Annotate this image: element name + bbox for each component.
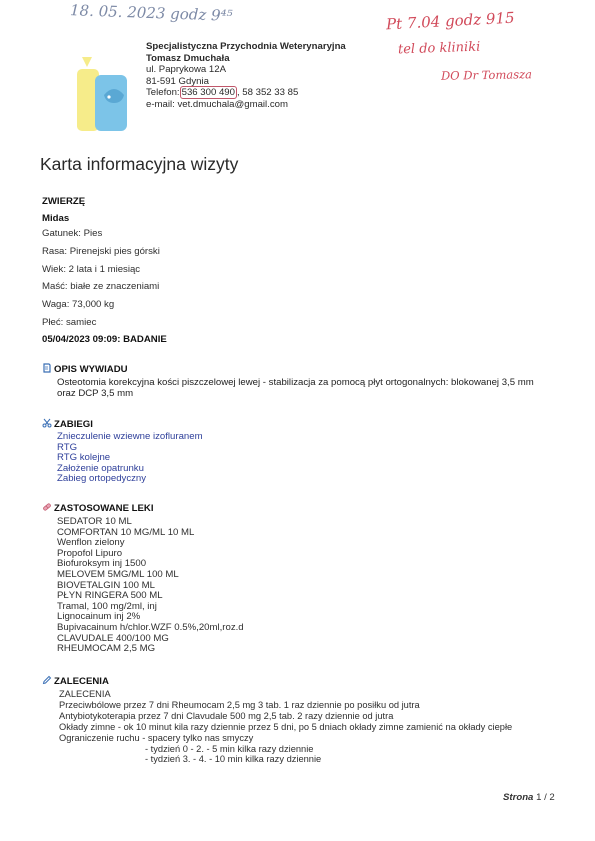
drug-item: Lignocainum inj 2% xyxy=(57,611,141,623)
pencil-icon xyxy=(42,675,52,685)
clinic-email: e-mail: vet.dmuchala@gmail.com xyxy=(146,98,288,110)
drug-item: Tramal, 100 mg/2ml, inj xyxy=(57,600,157,612)
phone-primary: 536 300 490 xyxy=(181,87,235,99)
procedures-heading-row xyxy=(42,418,93,430)
clinic-doctor: Tomasz Dmuchała xyxy=(146,52,230,64)
procedure-item: Założenie opatrunku xyxy=(57,462,144,474)
drugs-heading: ZASTOSOWANE LEKI xyxy=(54,503,154,514)
animal-heading: ZWIERZĘ xyxy=(42,196,86,207)
history-heading: OPIS WYWIADU xyxy=(54,364,128,375)
clinic-logo xyxy=(76,55,129,133)
animal-color: Maść: białe ze znaczeniami xyxy=(42,281,160,293)
drugs-heading-row xyxy=(42,502,154,514)
procedure-item: RTG kolejne xyxy=(57,452,111,464)
clinic-name: Specjalistyczna Przychodnia Weterynaryjna xyxy=(146,41,346,52)
page-number xyxy=(503,792,555,803)
drug-item: Wenflon zielony xyxy=(57,537,125,549)
clinic-logo-dog-eye xyxy=(107,95,110,98)
drug-item: SEDATOR 10 ML xyxy=(57,516,132,527)
handwritten-note-line-3: DO Dr Tomasza xyxy=(440,67,533,83)
clinic-city: 81-591 Gdynia xyxy=(146,75,209,87)
drug-item: PŁYN RINGERA 500 ML xyxy=(57,590,163,602)
animal-name: Midas xyxy=(42,213,70,224)
drug-item: Biofuroksym inj 1500 xyxy=(57,558,147,570)
page-current: 1 xyxy=(536,792,542,803)
clinic-phone xyxy=(146,87,346,99)
recommendation-indented-line: - tydzień 0 - 2. - 5 min kilka razy dziennie xyxy=(145,743,314,754)
recommendation-line: Okłady zimne - ok 10 minut kila razy dziennie przez 5 dni, po 5 dniach okłady zimne zamienić na okłady ciepłe xyxy=(59,721,513,732)
drugs-list xyxy=(57,517,244,655)
drug-item: RHEUMOCAM 2,5 MG xyxy=(57,643,156,655)
drug-item: Propofol Lipuro xyxy=(57,547,123,559)
procedures-heading: ZABIEGI xyxy=(54,419,93,430)
page-title: Karta informacyjna wizyty xyxy=(40,154,239,174)
handwritten-note-line-1: Pt 7.04 godz 915 xyxy=(385,8,515,34)
clinic-header xyxy=(146,41,346,111)
history-text xyxy=(57,378,534,399)
clinic-logo-cat-ear xyxy=(82,57,92,67)
interview-icon xyxy=(42,363,52,373)
animal-breed: Rasa: Pirenejski pies górski xyxy=(42,245,160,257)
phone-secondary: , 58 352 33 85 xyxy=(236,87,299,99)
clinic-logo-blue-block xyxy=(95,75,127,131)
drug-item: BIOVETALGIN 100 ML xyxy=(57,579,155,591)
drug-item: MELOVEM 5MG/ML 100 ML xyxy=(57,568,179,580)
animal-species: Gatunek: Pies xyxy=(42,228,103,239)
drug-item: CLAVUDALE 400/100 MG xyxy=(57,632,169,644)
page-total: / 2 xyxy=(544,792,555,803)
page-label: Strona xyxy=(503,792,534,803)
recommendations-body xyxy=(59,689,512,765)
recommendation-line: Ograniczenie ruchu - spacery tylko nas smyczy xyxy=(59,732,254,743)
drug-item: Bupivacainum h/chlor.WZF 0.5%,20ml,roz.d xyxy=(57,621,244,633)
history-heading-row xyxy=(42,363,128,375)
animal-weight: Waga: 73,000 kg xyxy=(42,299,115,311)
animal-sex: Płeć: samiec xyxy=(42,316,97,328)
scissors-icon xyxy=(42,418,52,428)
recommendations-subheading: ZALECENIA xyxy=(59,689,111,699)
handwritten-date-note: 18. 05. 2023 godz 9⁴⁵ xyxy=(69,1,233,25)
recommendation-indented-line: - tydzień 3. - 4. - 10 min kilka razy dziennie xyxy=(145,754,322,765)
drug-item: COMFORTAN 10 MG/ML 10 ML xyxy=(57,526,195,538)
procedures-list xyxy=(57,432,203,485)
recommendations-heading: ZALECENIA xyxy=(54,676,109,687)
clinic-street: ul. Paprykowa 12A xyxy=(146,64,226,76)
pill-icon xyxy=(42,502,52,512)
history-line-1: Osteotomia korekcyjna kości piszczelowej lewej - stabilizacja za pomocą płyt ortogonalnych: blokowanej 3,5 mm xyxy=(57,377,534,388)
handwritten-note-line-2: tel do kliniki xyxy=(397,39,481,58)
procedure-item: Zabieg ortopedyczny xyxy=(57,473,147,485)
animal-details xyxy=(42,225,160,332)
recommendation-line: Antybiotykoterapia przez 7 dni Clavudale 500 mg 2,5 tab. 2 razy dziennie od jutra xyxy=(59,710,394,721)
visit-header: 05/04/2023 09:09: BADANIE xyxy=(42,334,167,345)
animal-age: Wiek: 2 lata i 1 miesiąc xyxy=(42,263,141,275)
procedure-item: RTG xyxy=(57,441,78,453)
recommendations-heading-row xyxy=(42,675,109,687)
procedure-item: Znieczulenie wziewne izofluranem xyxy=(57,431,203,442)
recommendation-line: Przeciwbólowe przez 7 dni Rheumocam 2,5 mg 3 tab. 1 raz dziennie po posiłku od jutra xyxy=(59,699,420,710)
phone-label: Telefon: xyxy=(146,87,180,99)
history-line-2: oraz DCP 3,5 mm xyxy=(57,387,134,399)
